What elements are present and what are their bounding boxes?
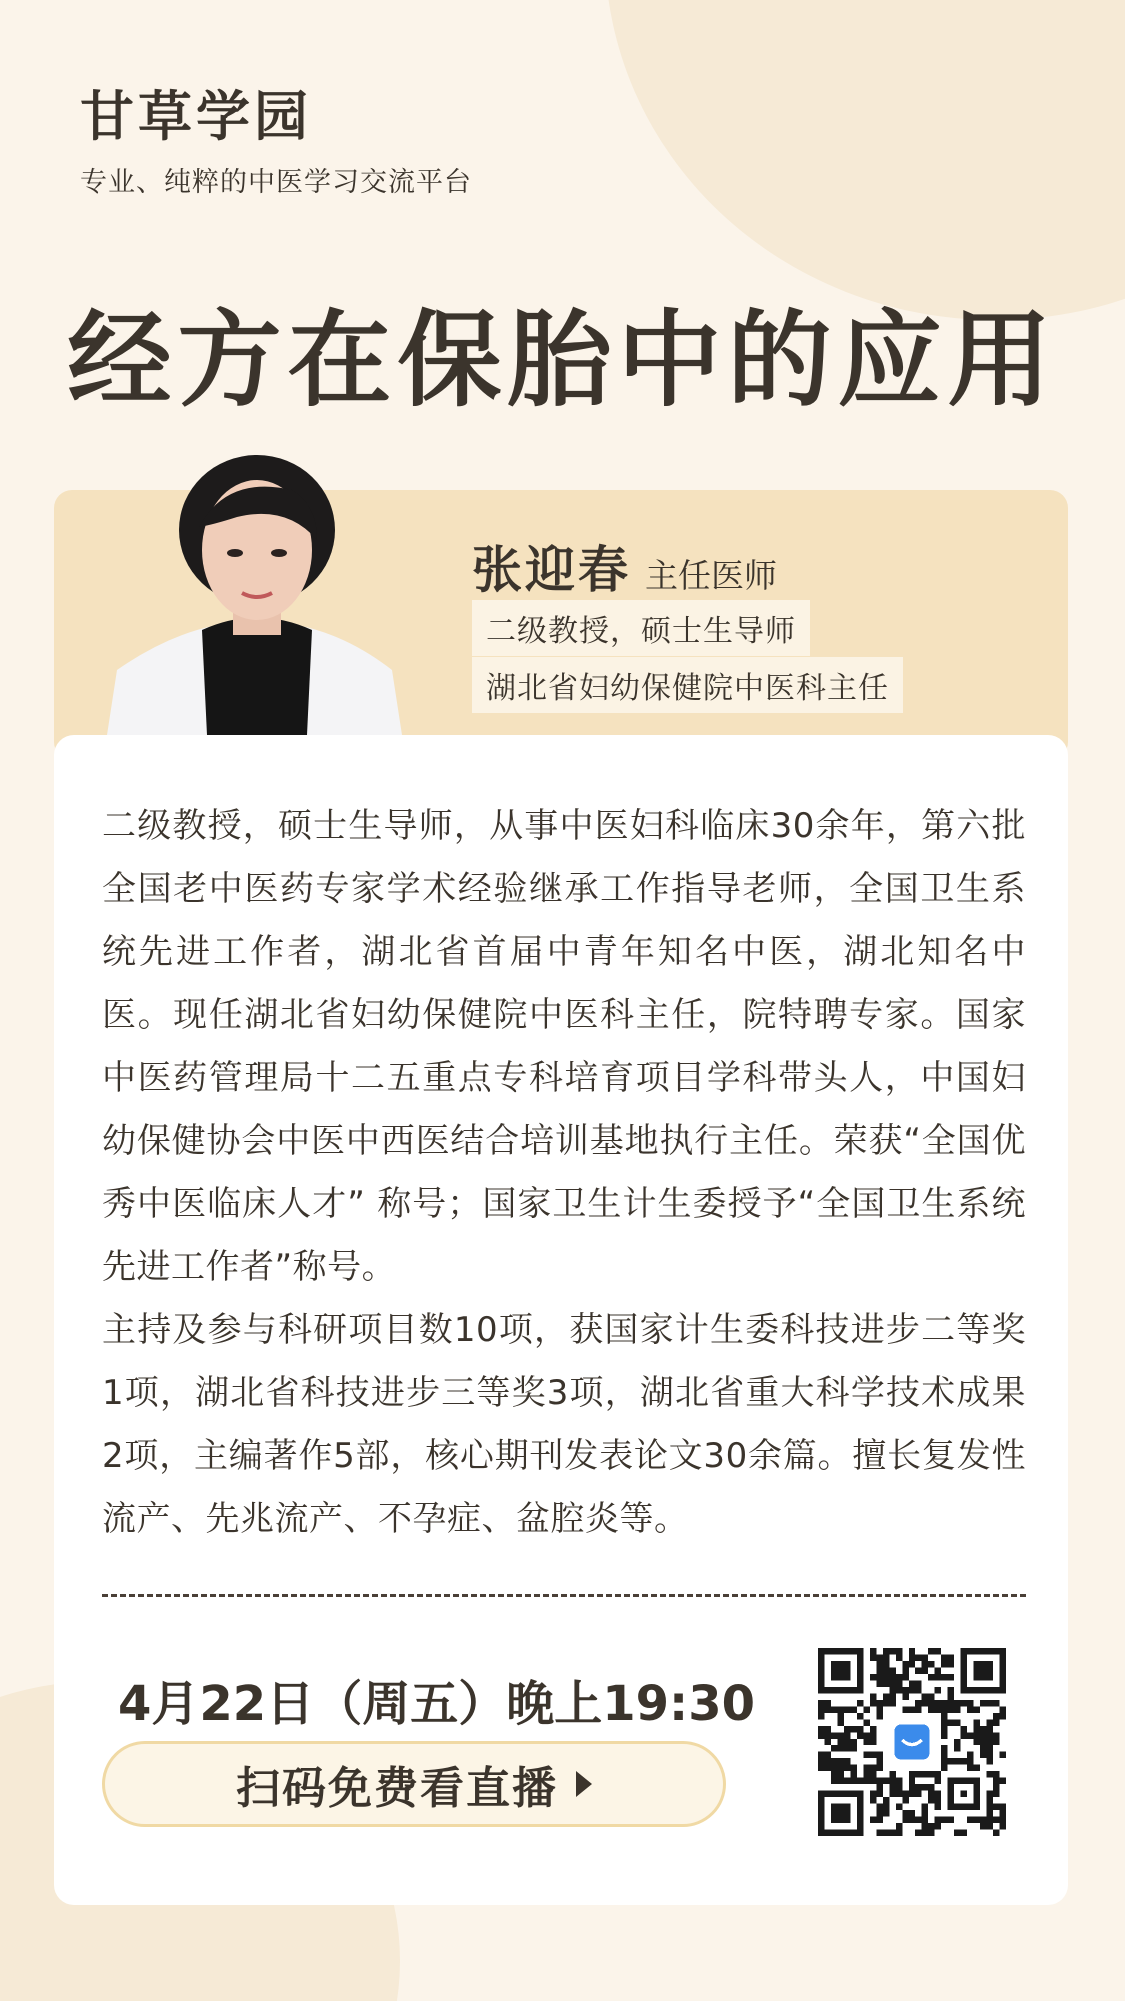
page-title: 经方在保胎中的应用 <box>67 298 1058 421</box>
qr-code[interactable] <box>818 1648 1006 1836</box>
dashed-divider <box>102 1594 1026 1597</box>
brand-tagline: 专业、纯粹的中医学习交流平台 <box>80 167 472 198</box>
brand-logo: 甘草学园 <box>80 85 312 148</box>
watch-live-button[interactable] <box>102 1741 726 1827</box>
chat-badge-icon <box>894 1724 929 1759</box>
doctor-photo <box>107 455 402 735</box>
doctor-tag: 湖北省妇幼保健院中医科主任 <box>472 657 903 713</box>
bio-paragraph: 主持及参与科研项目数10项，获国家计生委科技进步二等奖1项，湖北省科技进步三等奖3项，湖北省重大科学技术成果2项，主编著作5部，核心期刊发表论文30余篇。擅长复发性流产、先兆流产、不孕症、盆腔炎等。 <box>102 1310 1026 1539</box>
watch-live-label: 扫码免费看直播 <box>236 1763 558 1814</box>
play-arrow-icon <box>576 1771 592 1797</box>
doctor-name-row <box>472 530 777 602</box>
background-circle-top <box>605 0 1125 320</box>
doctor-rank: 主任医师 <box>645 556 777 595</box>
doctor-tag: 二级教授，硕士生导师 <box>472 600 810 656</box>
doctor-name: 张迎春 <box>472 541 631 599</box>
doctor-bio <box>102 795 1026 1551</box>
event-time: 4月22日（周五）晚上19:30 <box>118 1676 755 1732</box>
bio-paragraph: 二级教授，硕士生导师，从事中医妇科临床30余年，第六批全国老中医药专家学术经验继承工作指导老师，全国卫生系统先进工作者，湖北省首届中青年知名中医，湖北知名中医。现任湖北省妇幼保健院中医科主任，院特聘专家。国家中医药管理局十二五重点专科培育项目学科带头人，中国妇幼保健协会中医中西医结合培训基地执行主任。荣获“全国优秀中医临床人才” 称号；国家卫生计生委授予“全国卫生系统先进工作者”称号。 <box>102 806 1026 1287</box>
